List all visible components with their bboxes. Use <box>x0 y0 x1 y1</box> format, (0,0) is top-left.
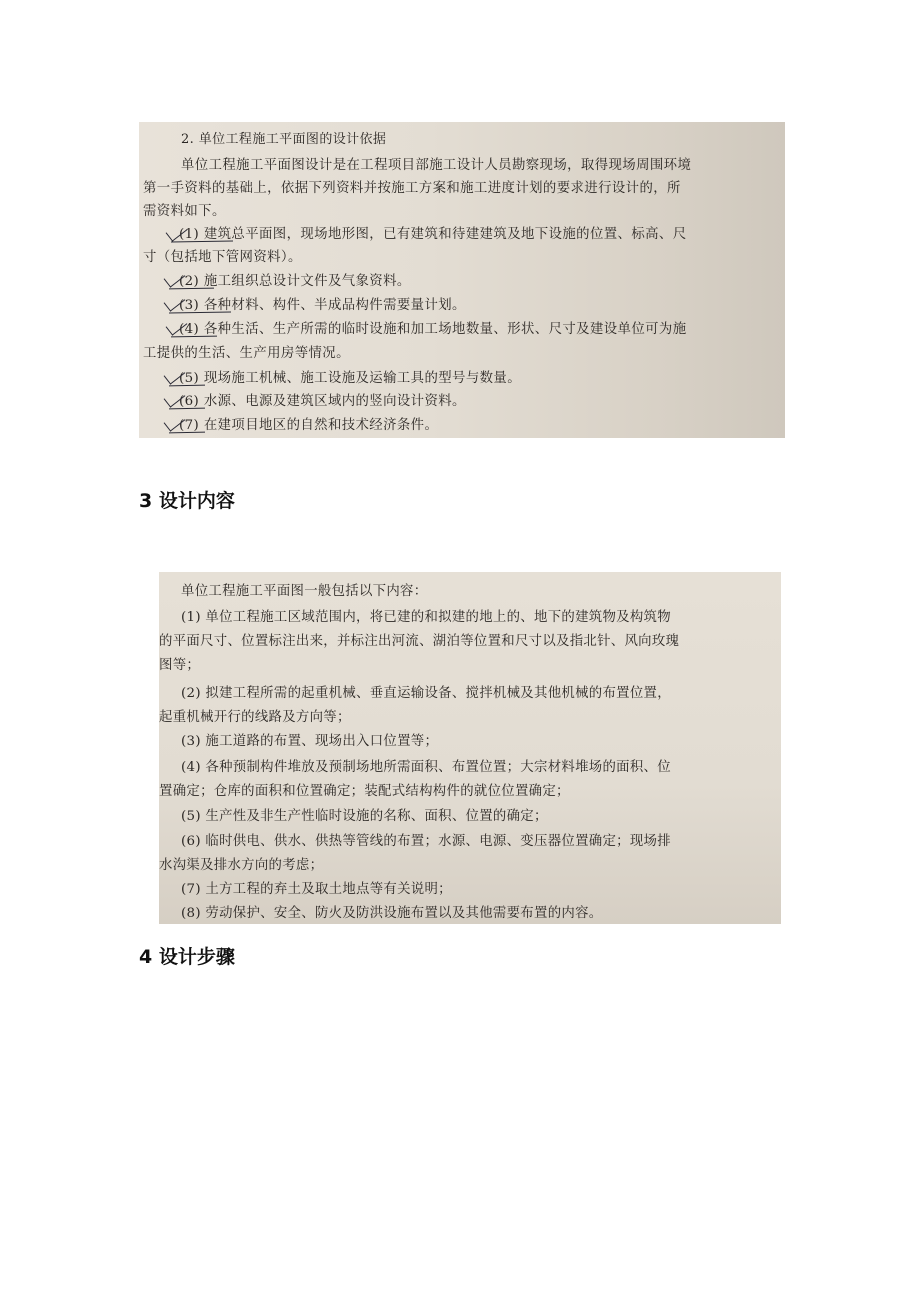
text-line: 寸（包括地下管网资料）。 <box>143 250 302 265</box>
pen-underline <box>171 336 217 338</box>
scanned-page-design-content <box>159 572 781 924</box>
list-item: (4) 各种生活、生产所需的临时设施和加工场地数量、形状、尺寸及建设单位可为施 <box>179 322 687 337</box>
text-line: 置确定；仓库的面积和位置确定；装配式结构构件的就位位置确定； <box>159 784 570 799</box>
text-line: 的平面尺寸、位置标注出来，并标注出河流、湖泊等位置和尺寸以及指北针、风向玫瑰 <box>159 634 680 649</box>
list-item: (6) 水源、电源及建筑区域内的竖向设计资料。 <box>179 394 466 409</box>
text-line: 图等； <box>159 658 201 673</box>
text-line: 单位工程施工平面图一般包括以下内容： <box>181 584 428 599</box>
list-item: (5) 生产性及非生产性临时设施的名称、面积、位置的确定； <box>181 809 548 824</box>
list-item: (4) 各种预制构件堆放及预制场地所需面积、布置位置；大宗材料堆场的面积、位 <box>181 760 671 775</box>
list-item: (8) 劳动保护、安全、防火及防洪设施布置以及其他需要布置的内容。 <box>181 906 603 921</box>
list-item: (2) 施工组织总设计文件及气象资料。 <box>179 274 411 289</box>
pen-underline <box>169 432 205 434</box>
list-item: (1) 建筑总平面图，现场地形图，已有建筑和待建建筑及地下设施的位置、标高、尺 <box>179 227 687 242</box>
list-item: (3) 各种材料、构件、半成品构件需要量计划。 <box>179 298 466 313</box>
pen-underline <box>171 240 233 242</box>
text-line: 水沟渠及排水方向的考虑； <box>159 858 324 873</box>
text-line: 第一手资料的基础上，依据下列资料并按施工方案和施工进度计划的要求进行设计的，所 <box>143 181 681 196</box>
list-item: (5) 现场施工机械、施工设施及运输工具的型号与数量。 <box>179 371 522 386</box>
list-item: (1) 单位工程施工区域范围内，将已建的和拟建的地上的、地下的建筑物及构筑物 <box>181 610 671 625</box>
list-item: (7) 土方工程的弃土及取土地点等有关说明； <box>181 882 452 897</box>
text-line: 需资料如下。 <box>143 204 226 219</box>
pen-underline <box>169 311 231 313</box>
text-line: 工提供的生活、生产用房等情况。 <box>143 346 350 361</box>
list-item: (3) 施工道路的布置、现场出入口位置等； <box>181 734 439 749</box>
section-heading-4: 4 设计步骤 <box>139 946 235 968</box>
list-item: (7) 在建项目地区的自然和技术经济条件。 <box>179 418 439 433</box>
list-item: (6) 临时供电、供水、供热等管线的布置；水源、电源、变压器位置确定；现场排 <box>181 834 671 849</box>
section-heading-3: 3 设计内容 <box>139 490 235 512</box>
pen-underline <box>169 288 214 290</box>
pen-underline <box>169 408 205 410</box>
pen-underline <box>169 385 205 387</box>
text-line: 单位工程施工平面图设计是在工程项目部施工设计人员勘察现场，取得现场周围环境 <box>181 158 692 173</box>
text-line: 起重机械开行的线路及方向等； <box>159 710 351 725</box>
list-item: (2) 拟建工程所需的起重机械、垂直运输设备、搅拌机械及其他机械的布置位置， <box>181 686 671 701</box>
scanned-page-design-basis <box>139 122 785 438</box>
section-title: 2. 单位工程施工平面图的设计依据 <box>181 132 387 147</box>
